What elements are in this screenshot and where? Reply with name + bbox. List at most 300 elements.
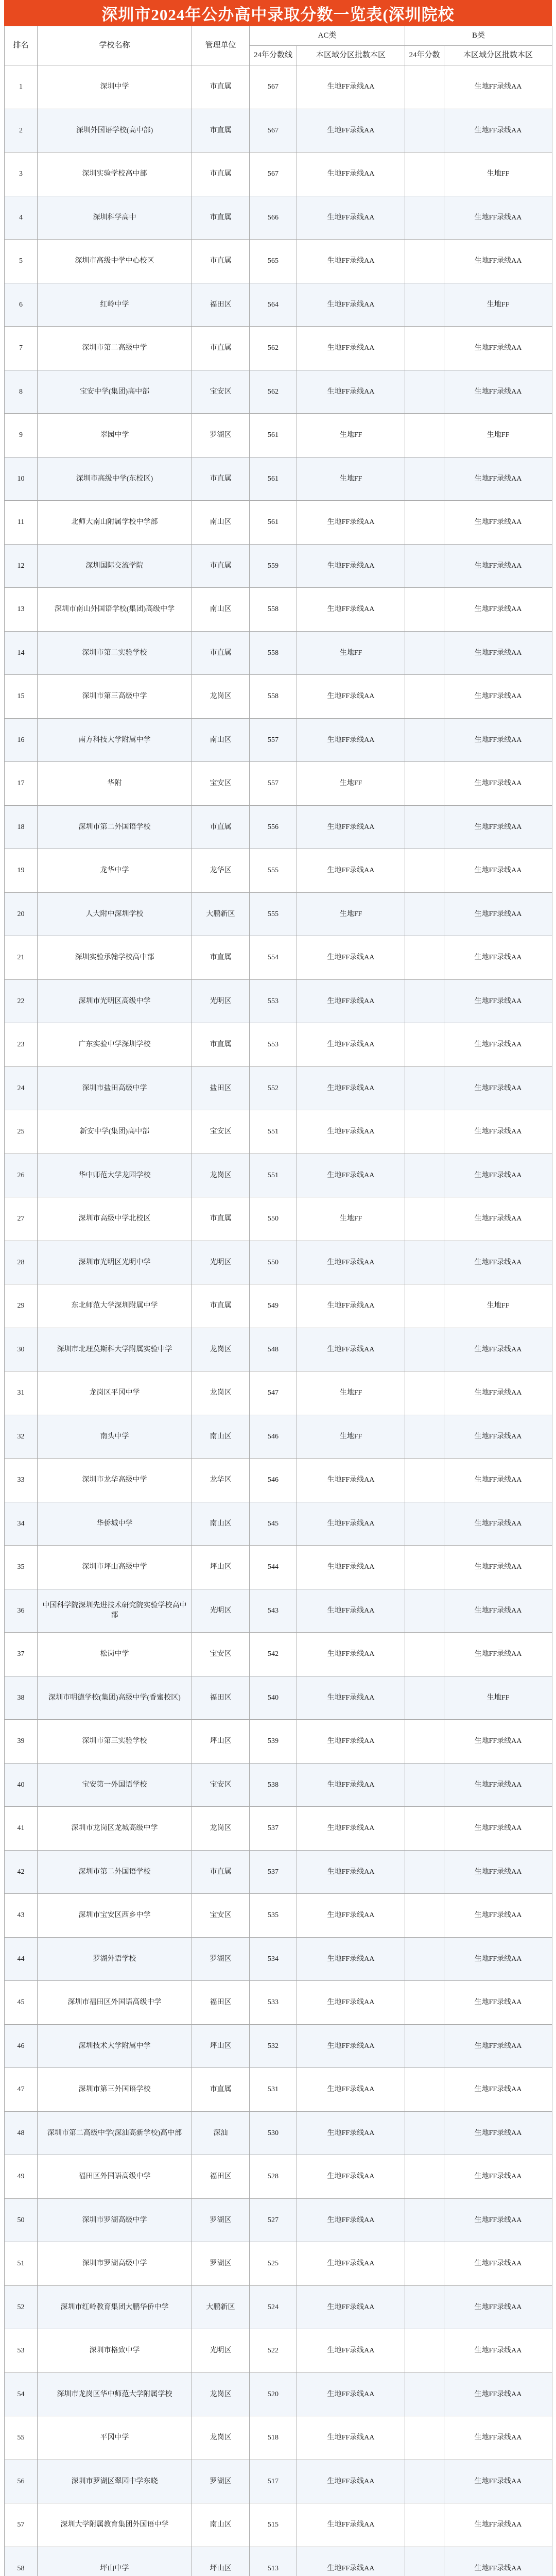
- school-name-cell: 深圳市第二外国语学校: [38, 1850, 192, 1894]
- school-name-cell: 深圳市格致中学: [38, 2329, 192, 2373]
- b-score-cell: [405, 892, 444, 936]
- district-cell: 市直属: [192, 240, 250, 283]
- district-cell: 宝安区: [192, 1110, 250, 1154]
- b-quota-cell: 生地FF录线AA: [444, 1589, 552, 1633]
- rank-cell: 9: [5, 414, 38, 457]
- a-score-cell: 527: [250, 2198, 297, 2242]
- a-score-cell: 558: [250, 588, 297, 632]
- school-name-cell: 深圳市坪山高级中学: [38, 1546, 192, 1589]
- b-quota-cell: 生地FF录线AA: [444, 1371, 552, 1415]
- a-quota-cell: 生地FF录线AA: [297, 2503, 405, 2547]
- b-quota-cell: 生地FF录线AA: [444, 588, 552, 632]
- rank-cell: 42: [5, 1850, 38, 1894]
- a-score-cell: 533: [250, 1981, 297, 2025]
- table-row: [5, 1197, 552, 1241]
- a-score-cell: 532: [250, 2024, 297, 2068]
- a-score-cell: 547: [250, 1371, 297, 1415]
- table-row: [5, 152, 552, 196]
- a-quota-cell: 生地FF录线AA: [297, 675, 405, 719]
- a-score-cell: 540: [250, 1676, 297, 1720]
- a-quota-cell: 生地FF录线AA: [297, 1241, 405, 1284]
- rank-cell: 54: [5, 2372, 38, 2416]
- table-row: [5, 1546, 552, 1589]
- b-quota-cell: 生地FF: [444, 1284, 552, 1328]
- a-score-cell: 557: [250, 762, 297, 806]
- b-score-cell: [405, 65, 444, 109]
- a-quota-cell: 生地FF录线AA: [297, 544, 405, 588]
- a-score-cell: 522: [250, 2329, 297, 2373]
- b-score-cell: [405, 1023, 444, 1067]
- a-score-cell: 551: [250, 1154, 297, 1197]
- header-rank: 排名: [5, 26, 38, 65]
- b-score-cell: [405, 1937, 444, 1981]
- a-score-cell: 561: [250, 414, 297, 457]
- b-quota-cell: 生地FF: [444, 414, 552, 457]
- school-name-cell: 松岗中学: [38, 1633, 192, 1676]
- rank-cell: 7: [5, 327, 38, 370]
- b-quota-cell: 生地FF录线AA: [444, 1807, 552, 1851]
- b-quota-cell: 生地FF录线AA: [444, 2242, 552, 2286]
- a-quota-cell: 生地FF: [297, 892, 405, 936]
- school-name-cell: 深圳市南山外国语学校(集团)高级中学: [38, 588, 192, 632]
- school-name-cell: 东北师范大学深圳附属中学: [38, 1284, 192, 1328]
- a-score-cell: 530: [250, 2111, 297, 2155]
- b-score-cell: [405, 1110, 444, 1154]
- a-score-cell: 562: [250, 327, 297, 370]
- a-quota-cell: 生地FF: [297, 631, 405, 675]
- table-row: [5, 2155, 552, 2199]
- school-name-cell: 深圳实验学校高中部: [38, 152, 192, 196]
- rank-cell: 28: [5, 1241, 38, 1284]
- rank-cell: 57: [5, 2503, 38, 2547]
- rank-cell: 35: [5, 1546, 38, 1589]
- a-score-cell: 535: [250, 1894, 297, 1938]
- b-quota-cell: 生地FF录线AA: [444, 892, 552, 936]
- b-quota-cell: 生地FF录线AA: [444, 979, 552, 1023]
- school-name-cell: 深圳市龙岗区龙城高级中学: [38, 1807, 192, 1851]
- header-a-group: AC类: [250, 26, 405, 46]
- a-quota-cell: 生地FF录线AA: [297, 1589, 405, 1633]
- school-name-cell: 深圳市第二外国语学校: [38, 805, 192, 849]
- rank-cell: 18: [5, 805, 38, 849]
- table-row: [5, 631, 552, 675]
- a-quota-cell: 生地FF录线AA: [297, 2460, 405, 2503]
- district-cell: 市直属: [192, 805, 250, 849]
- b-quota-cell: 生地FF录线AA: [444, 1850, 552, 1894]
- b-score-cell: [405, 2460, 444, 2503]
- b-quota-cell: 生地FF录线AA: [444, 718, 552, 762]
- b-quota-cell: 生地FF: [444, 1676, 552, 1720]
- table-row: [5, 1415, 552, 1459]
- rank-cell: 10: [5, 457, 38, 501]
- district-cell: 龙华区: [192, 849, 250, 893]
- rank-cell: 4: [5, 196, 38, 240]
- b-quota-cell: 生地FF录线AA: [444, 1328, 552, 1371]
- district-cell: 光明区: [192, 1589, 250, 1633]
- a-quota-cell: 生地FF录线AA: [297, 2547, 405, 2576]
- table-row: [5, 1981, 552, 2025]
- b-score-cell: [405, 2285, 444, 2329]
- district-cell: 大鹏新区: [192, 892, 250, 936]
- district-cell: 市直属: [192, 457, 250, 501]
- table-row: [5, 2024, 552, 2068]
- district-cell: 宝安区: [192, 1763, 250, 1807]
- district-cell: 市直属: [192, 152, 250, 196]
- district-cell: 大鹏新区: [192, 2285, 250, 2329]
- district-cell: 市直属: [192, 1197, 250, 1241]
- rank-cell: 22: [5, 979, 38, 1023]
- rank-cell: 1: [5, 65, 38, 109]
- b-quota-cell: 生地FF录线AA: [444, 327, 552, 370]
- b-quota-cell: 生地FF录线AA: [444, 1763, 552, 1807]
- district-cell: 罗湖区: [192, 1937, 250, 1981]
- b-score-cell: [405, 588, 444, 632]
- a-score-cell: 515: [250, 2503, 297, 2547]
- a-score-cell: 550: [250, 1241, 297, 1284]
- table-row: [5, 1066, 552, 1110]
- table-row: [5, 2460, 552, 2503]
- a-quota-cell: 生地FF: [297, 1371, 405, 1415]
- rank-cell: 14: [5, 631, 38, 675]
- district-cell: 市直属: [192, 2068, 250, 2112]
- rank-cell: 43: [5, 1894, 38, 1938]
- district-cell: 市直属: [192, 1284, 250, 1328]
- a-score-cell: 549: [250, 1284, 297, 1328]
- b-score-cell: [405, 1371, 444, 1415]
- rank-cell: 50: [5, 2198, 38, 2242]
- rank-cell: 53: [5, 2329, 38, 2373]
- rank-cell: 55: [5, 2416, 38, 2460]
- b-score-cell: [405, 2111, 444, 2155]
- district-cell: 南山区: [192, 501, 250, 545]
- a-quota-cell: 生地FF录线AA: [297, 805, 405, 849]
- rank-cell: 25: [5, 1110, 38, 1154]
- rank-cell: 38: [5, 1676, 38, 1720]
- a-quota-cell: 生地FF录线AA: [297, 1066, 405, 1110]
- b-score-cell: [405, 1066, 444, 1110]
- table-row: [5, 2285, 552, 2329]
- table-row: [5, 718, 552, 762]
- school-name-cell: 福田区外国语高级中学: [38, 2155, 192, 2199]
- rank-cell: 15: [5, 675, 38, 719]
- table-row: [5, 2111, 552, 2155]
- a-quota-cell: 生地FF录线AA: [297, 152, 405, 196]
- a-quota-cell: 生地FF录线AA: [297, 240, 405, 283]
- page-title: 深圳市2024年公办高中录取分数一览表(深圳院校: [4, 0, 552, 26]
- table-row: [5, 65, 552, 109]
- rank-cell: 51: [5, 2242, 38, 2286]
- table-row: [5, 2372, 552, 2416]
- b-score-cell: [405, 1807, 444, 1851]
- b-quota-cell: 生地FF录线AA: [444, 1415, 552, 1459]
- table-row: [5, 327, 552, 370]
- b-score-cell: [405, 936, 444, 980]
- a-quota-cell: 生地FF: [297, 1415, 405, 1459]
- b-quota-cell: 生地FF录线AA: [444, 196, 552, 240]
- table-row: [5, 1633, 552, 1676]
- a-score-cell: 539: [250, 1720, 297, 1764]
- a-quota-cell: 生地FF录线AA: [297, 2329, 405, 2373]
- a-quota-cell: 生地FF录线AA: [297, 1154, 405, 1197]
- a-quota-cell: 生地FF录线AA: [297, 2198, 405, 2242]
- a-score-cell: 537: [250, 1807, 297, 1851]
- school-name-cell: 深圳市罗湖区翠园中学东晓: [38, 2460, 192, 2503]
- table-row: [5, 283, 552, 327]
- a-quota-cell: 生地FF录线AA: [297, 1676, 405, 1720]
- table-row: [5, 1241, 552, 1284]
- a-quota-cell: 生地FF: [297, 414, 405, 457]
- b-quota-cell: 生地FF录线AA: [444, 1110, 552, 1154]
- school-name-cell: 平冈中学: [38, 2416, 192, 2460]
- table-row: [5, 2547, 552, 2576]
- district-cell: 南山区: [192, 1415, 250, 1459]
- b-quota-cell: 生地FF录线AA: [444, 2416, 552, 2460]
- district-cell: 宝安区: [192, 762, 250, 806]
- rank-cell: 6: [5, 283, 38, 327]
- b-score-cell: [405, 979, 444, 1023]
- header-b-group: B类: [405, 26, 552, 46]
- b-quota-cell: 生地FF录线AA: [444, 1459, 552, 1502]
- a-score-cell: 565: [250, 240, 297, 283]
- school-name-cell: 深圳市高级中学中心校区: [38, 240, 192, 283]
- rank-cell: 29: [5, 1284, 38, 1328]
- b-score-cell: [405, 2242, 444, 2286]
- school-name-cell: 深圳市罗湖高级中学: [38, 2198, 192, 2242]
- school-name-cell: 华附: [38, 762, 192, 806]
- school-name-cell: 深圳市明德学校(集团)高级中学(香蜜校区): [38, 1676, 192, 1720]
- a-score-cell: 561: [250, 501, 297, 545]
- b-score-cell: [405, 1546, 444, 1589]
- a-score-cell: 566: [250, 196, 297, 240]
- b-score-cell: [405, 2068, 444, 2112]
- b-quota-cell: 生地FF录线AA: [444, 1197, 552, 1241]
- rank-cell: 58: [5, 2547, 38, 2576]
- b-quota-cell: 生地FF录线AA: [444, 1894, 552, 1938]
- district-cell: 坪山区: [192, 2024, 250, 2068]
- b-score-cell: [405, 152, 444, 196]
- a-score-cell: 546: [250, 1459, 297, 1502]
- district-cell: 宝安区: [192, 1894, 250, 1938]
- district-cell: 市直属: [192, 544, 250, 588]
- table-row: [5, 501, 552, 545]
- b-score-cell: [405, 1154, 444, 1197]
- a-score-cell: 554: [250, 936, 297, 980]
- rank-cell: 17: [5, 762, 38, 806]
- b-quota-cell: 生地FF录线AA: [444, 457, 552, 501]
- a-score-cell: 553: [250, 979, 297, 1023]
- table-row: [5, 1328, 552, 1371]
- a-score-cell: 537: [250, 1850, 297, 1894]
- a-quota-cell: 生地FF录线AA: [297, 1110, 405, 1154]
- rank-cell: 26: [5, 1154, 38, 1197]
- school-name-cell: 深圳市光明区高级中学: [38, 979, 192, 1023]
- b-score-cell: [405, 1589, 444, 1633]
- school-name-cell: 深圳市龙岗区华中师范大学附属学校: [38, 2372, 192, 2416]
- rank-cell: 56: [5, 2460, 38, 2503]
- district-cell: 福田区: [192, 1676, 250, 1720]
- table-row: [5, 544, 552, 588]
- table-row: [5, 109, 552, 152]
- district-cell: 罗湖区: [192, 2198, 250, 2242]
- b-quota-cell: 生地FF录线AA: [444, 1937, 552, 1981]
- rank-cell: 47: [5, 2068, 38, 2112]
- table-row: [5, 1502, 552, 1546]
- b-score-cell: [405, 1981, 444, 2025]
- district-cell: 坪山区: [192, 1546, 250, 1589]
- school-name-cell: 深圳市高级中学(东校区): [38, 457, 192, 501]
- school-name-cell: 宝安中学(集团)高中部: [38, 370, 192, 414]
- b-score-cell: [405, 2503, 444, 2547]
- a-quota-cell: 生地FF: [297, 457, 405, 501]
- table-row: [5, 2329, 552, 2373]
- b-score-cell: [405, 1676, 444, 1720]
- rank-cell: 3: [5, 152, 38, 196]
- district-cell: 龙岗区: [192, 2372, 250, 2416]
- a-quota-cell: 生地FF录线AA: [297, 65, 405, 109]
- b-score-cell: [405, 1328, 444, 1371]
- table-row: [5, 1937, 552, 1981]
- b-score-cell: [405, 370, 444, 414]
- a-score-cell: 531: [250, 2068, 297, 2112]
- a-score-cell: 538: [250, 1763, 297, 1807]
- b-score-cell: [405, 2372, 444, 2416]
- a-score-cell: 542: [250, 1633, 297, 1676]
- a-score-cell: 558: [250, 675, 297, 719]
- a-score-cell: 551: [250, 1110, 297, 1154]
- district-cell: 罗湖区: [192, 2242, 250, 2286]
- school-name-cell: 坪山中学: [38, 2547, 192, 2576]
- a-quota-cell: 生地FF录线AA: [297, 1763, 405, 1807]
- a-score-cell: 518: [250, 2416, 297, 2460]
- table-row: [5, 936, 552, 980]
- b-score-cell: [405, 2329, 444, 2373]
- table-row: [5, 1763, 552, 1807]
- a-quota-cell: 生地FF录线AA: [297, 501, 405, 545]
- rank-cell: 27: [5, 1197, 38, 1241]
- rank-cell: 8: [5, 370, 38, 414]
- a-quota-cell: 生地FF录线AA: [297, 2111, 405, 2155]
- rank-cell: 31: [5, 1371, 38, 1415]
- a-quota-cell: 生地FF录线AA: [297, 979, 405, 1023]
- a-score-cell: 558: [250, 631, 297, 675]
- b-score-cell: [405, 1241, 444, 1284]
- b-score-cell: [405, 283, 444, 327]
- b-score-cell: [405, 327, 444, 370]
- a-quota-cell: 生地FF录线AA: [297, 1937, 405, 1981]
- a-quota-cell: 生地FF录线AA: [297, 1807, 405, 1851]
- rank-cell: 33: [5, 1459, 38, 1502]
- table-row: [5, 1589, 552, 1633]
- rank-cell: 21: [5, 936, 38, 980]
- district-cell: 市直属: [192, 1023, 250, 1067]
- table-row: [5, 1720, 552, 1764]
- b-quota-cell: 生地FF录线AA: [444, 2372, 552, 2416]
- table-row: [5, 2068, 552, 2112]
- b-score-cell: [405, 240, 444, 283]
- table-row: [5, 1110, 552, 1154]
- rank-cell: 39: [5, 1720, 38, 1764]
- district-cell: 龙岗区: [192, 675, 250, 719]
- district-cell: 市直属: [192, 109, 250, 152]
- header-b-quota: 本区域分区批数本区: [444, 46, 552, 65]
- b-quota-cell: 生地FF录线AA: [444, 65, 552, 109]
- school-name-cell: 龙岗区平冈中学: [38, 1371, 192, 1415]
- a-quota-cell: 生地FF录线AA: [297, 1850, 405, 1894]
- school-name-cell: 深圳科学高中: [38, 196, 192, 240]
- a-quota-cell: 生地FF录线AA: [297, 718, 405, 762]
- b-quota-cell: 生地FF录线AA: [444, 1720, 552, 1764]
- school-name-cell: 深圳市宝安区西乡中学: [38, 1894, 192, 1938]
- b-quota-cell: 生地FF录线AA: [444, 762, 552, 806]
- b-score-cell: [405, 414, 444, 457]
- a-score-cell: 567: [250, 109, 297, 152]
- rank-cell: 23: [5, 1023, 38, 1067]
- a-score-cell: 546: [250, 1415, 297, 1459]
- school-name-cell: 深圳市福田区外国语高级中学: [38, 1981, 192, 2025]
- district-cell: 罗湖区: [192, 414, 250, 457]
- a-quota-cell: 生地FF录线AA: [297, 370, 405, 414]
- a-quota-cell: 生地FF录线AA: [297, 1720, 405, 1764]
- a-score-cell: 528: [250, 2155, 297, 2199]
- a-score-cell: 548: [250, 1328, 297, 1371]
- table-row: [5, 892, 552, 936]
- b-score-cell: [405, 2198, 444, 2242]
- table-row: [5, 240, 552, 283]
- b-quota-cell: 生地FF录线AA: [444, 370, 552, 414]
- b-score-cell: [405, 675, 444, 719]
- b-quota-cell: 生地FF录线AA: [444, 2155, 552, 2199]
- b-score-cell: [405, 1894, 444, 1938]
- b-quota-cell: 生地FF录线AA: [444, 631, 552, 675]
- b-score-cell: [405, 457, 444, 501]
- b-quota-cell: 生地FF录线AA: [444, 675, 552, 719]
- district-cell: 光明区: [192, 1241, 250, 1284]
- a-score-cell: 562: [250, 370, 297, 414]
- b-score-cell: [405, 1459, 444, 1502]
- b-score-cell: [405, 718, 444, 762]
- b-quota-cell: 生地FF录线AA: [444, 2547, 552, 2576]
- rank-cell: 2: [5, 109, 38, 152]
- district-cell: 罗湖区: [192, 2460, 250, 2503]
- rank-cell: 12: [5, 544, 38, 588]
- school-name-cell: 深圳大学附属教育集团外国语中学: [38, 2503, 192, 2547]
- b-score-cell: [405, 849, 444, 893]
- a-score-cell: 517: [250, 2460, 297, 2503]
- district-cell: 光明区: [192, 2329, 250, 2373]
- rank-cell: 45: [5, 1981, 38, 2025]
- a-quota-cell: 生地FF: [297, 1197, 405, 1241]
- table-row: [5, 196, 552, 240]
- b-score-cell: [405, 762, 444, 806]
- rank-cell: 40: [5, 1763, 38, 1807]
- table-row: [5, 2503, 552, 2547]
- table-row: [5, 2416, 552, 2460]
- a-score-cell: 534: [250, 1937, 297, 1981]
- rank-cell: 36: [5, 1589, 38, 1633]
- b-quota-cell: 生地FF录线AA: [444, 109, 552, 152]
- school-name-cell: 龙华中学: [38, 849, 192, 893]
- school-name-cell: 广东实验中学深圳学校: [38, 1023, 192, 1067]
- district-cell: 南山区: [192, 718, 250, 762]
- a-quota-cell: 生地FF: [297, 762, 405, 806]
- district-cell: 南山区: [192, 2503, 250, 2547]
- b-score-cell: [405, 1197, 444, 1241]
- b-quota-cell: 生地FF: [444, 152, 552, 196]
- rank-cell: 19: [5, 849, 38, 893]
- b-score-cell: [405, 196, 444, 240]
- b-quota-cell: 生地FF录线AA: [444, 1981, 552, 2025]
- a-score-cell: 559: [250, 544, 297, 588]
